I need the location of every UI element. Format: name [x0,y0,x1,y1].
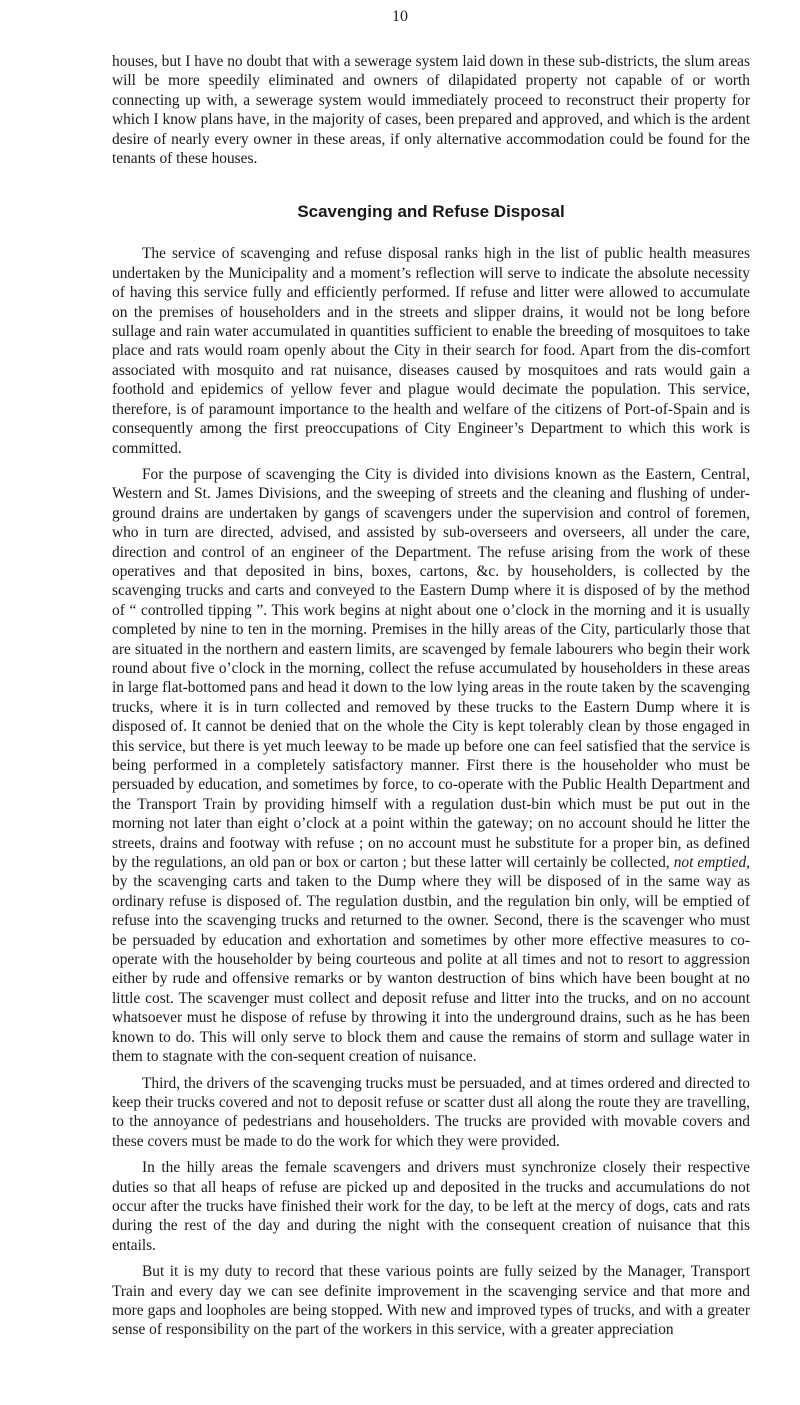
paragraph-hilly-areas: In the hilly areas the female scavengers and drivers must synchronize closely their respective duties so that all heaps of refuse are picked up and deposited in the trucks and accumulations do not occur after the trucks have finished their work for the day, to be left at the mercy of dogs, cats and rats during the rest of the day and during the night with the consequent creation of nuisance that this entails. [112,1159,750,1254]
paragraph-truck-drivers: Third, the drivers of the scavenging trucks must be persuaded, and at times ordered and directed to keep their trucks covered and not to deposit refuse or scatter dust all along the route they are travelling, to the annoyance of pedestrians and householders. The trucks are provided with movable covers and these covers must be made to do the work for which they were provided. [112,1074,750,1150]
emphasis-text: not emptied, [673,854,750,872]
paragraph-scavenging-divisions [112,465,750,1067]
paragraph-scavenging-service: The service of scavenging and refuse disposal ranks high in the list of public health measures undertaken by the Municipality and a moment’s reflection will serve to indicate the absolute necessity of having this service fully and efficiently performed. If refuse and litter were allowed to accumulate on the premises of householders and in the streets and slipper drains, it would not be long before sullage and rain water accumulated in quantities sufficient to enable the breeding of mosquitoes to take place and rats would roam openly about the City in their search for food. Apart from the dis-comfort associated with mosquito and rat nuisance, diseases caused by mosquitoes and rats would gain a foothold and epidemics of yellow fever and plague would decimate the population. This service, therefore, is of paramount importance to the health and welfare of the citizens of Port-of-Spain and is consequently among the first preoccupations of City Engineer’s Department to which this work is committed. [112,245,750,457]
opening-paragraph: houses, but I have no doubt that with a sewerage system laid down in these sub-districts, the slum areas will be more speedily eliminated and owners of dilapidated property not capable of or worth connecting up with, a sewerage system would immediately proceed to reconstruct their property for which I know plans have, in the majority of cases, been prepared and approved, and which is the ardent desire of nearly every owner in these areas, if only alternative accommodation could be found for the tenants of these houses. [112,53,750,168]
section-heading: Scavenging and Refuse Disposal [297,202,565,222]
page-body [112,52,750,1340]
paragraph-text: For the purpose of scavenging the City is divided into divisions known as the Eastern, Central, Western and St. James Divisions, and the sweeping of streets and the cleaning and flushing of under-ground drains are undertaken by gangs of scavengers under the supervision and control of foremen, who in turn are directed, advised, and assisted by sub-overseers and overseers, all under the care, direction and control of an engineer of the Department. The refuse arising from the work of these operatives and that deposited in bins, boxes, cartons, &c. by householders, is collected by the scavenging trucks and carts and conveyed to the Eastern Dump where it is disposed of by the method of “ controlled tipping ”. This work begins at night about one o’clock in the morning and it is usually completed by nine to ten in the morning. Premises in the hilly areas of the City, particularly those that are situated in the northern and eastern limits, are scavenged by female labourers who begin their work round about five o’clock in the morning, collect the refuse accumulated by householders in these areas in large flat-bottomed pans and head it down to the low lying areas in the route taken by the scavenging trucks, where it is in turn collected and removed by these trucks to the Eastern Dump where it is disposed of. It cannot be denied that on the whole the City is kept tolerably clean by those engaged in this service, but there is yet much leeway to be made up before one can feel satisfied that the service is being performed in a completely satisfactory manner. First there is the householder who must be persuaded by education, and sometimes by force, to co-operate with the Public Health Department and the Transport Train by providing himself with a regulation dust-bin which must be put out in the morning not later than eight o’clock at a point within the gateway; on no account should he litter the streets, drains and footway with refuse ; on no account must he substitute for a proper bin, as defined by the regulations, an old pan or box or carton ; but these latter will certainly be collected, [112,465,750,872]
paragraph-improvements: But it is my duty to record that these various points are fully seized by the Manager, Transport Train and every day we can see definite improvement in the scavenging service and that more and more gaps and loopholes are being stopped. With new and improved types of trucks, and with a greater sense of responsibility on the part of the workers in this service, with a greater appreciation [112,1263,750,1339]
paragraph-text: by the scavenging carts and taken to the Dump where they will be disposed of in the same way as ordinary refuse is disposed of. The regulation dustbin, and the regulation bin only, will be emptied of refuse into the scavenging trucks and returned to the owner. Second, there is the scavenger who must be persuaded by education and exhortation and sometimes by other more effective measures to co-operate with the householder by being courteous and polite at all times and not to resort to aggression either by rude and offensive remarks or by wanton destruction of bins which have been bought at no little cost. The scavenger must collect and deposit refuse and litter into the trucks, and on no account whatsoever must he dispose of refuse by throwing it into the underground drains, such as he has been known to do. This will only serve to block them and cause the remains of storm and sullage water in them to stagnate with the con-sequent creation of nuisance. [112,873,750,1066]
page-number: 10 [392,8,408,25]
